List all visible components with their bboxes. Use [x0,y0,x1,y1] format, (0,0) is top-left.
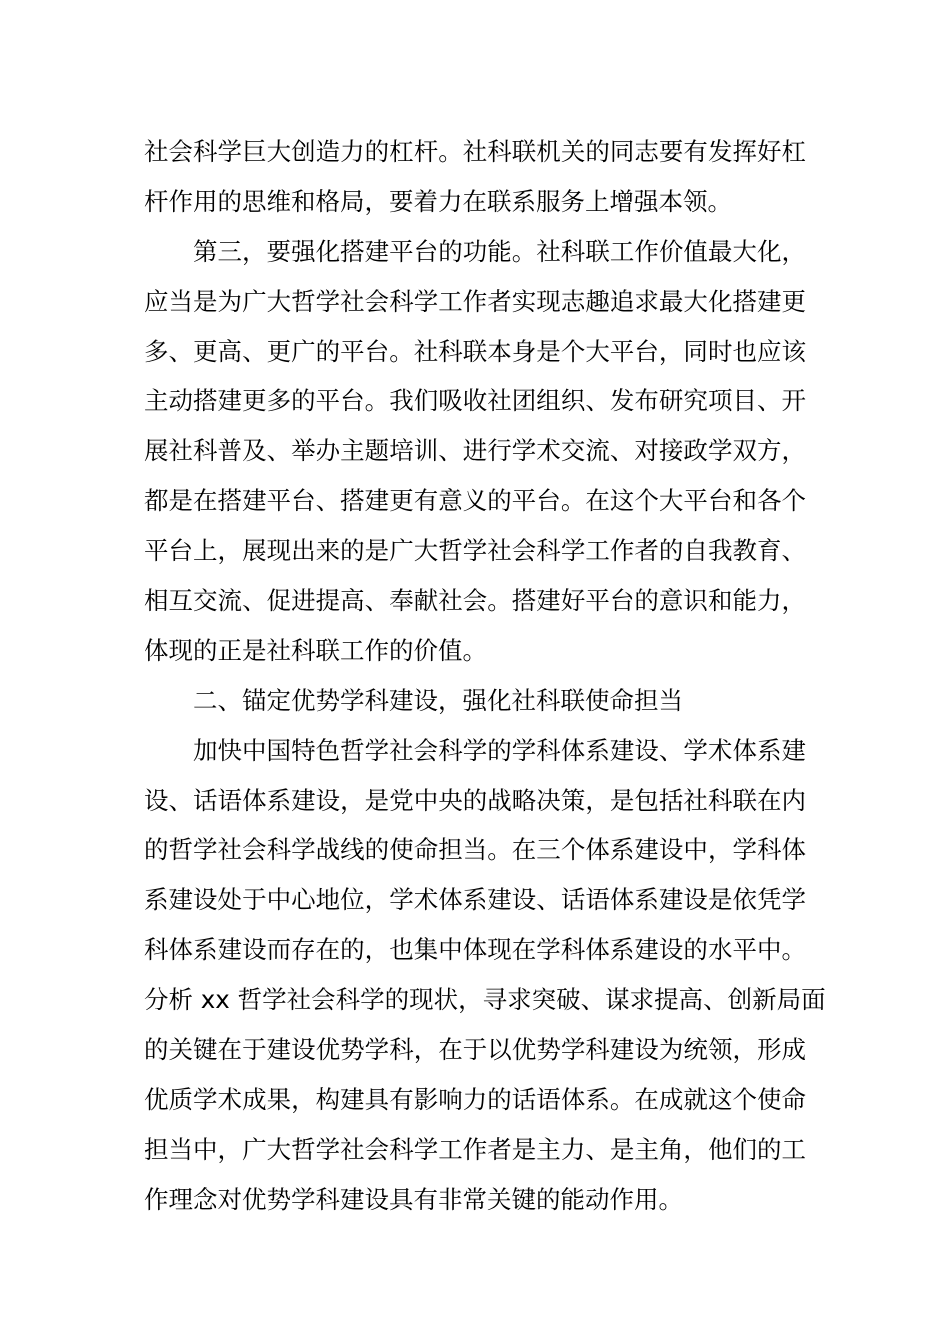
text-line: 设、话语体系建设，是党中央的战略决策，是包括社科联在内 [144,785,806,815]
text-line: 的关键在于建设优势学科，在于以优势学科建设为统领，形成 [144,1035,806,1065]
paragraph-first-line: 加快中国特色哲学社会科学的学科体系建设、学术体系建 [193,735,806,765]
text-line: 多、更高、更广的平台。社科联本身是个大平台，同时也应该 [144,336,806,366]
text-line: 分析 xx 哲学社会科学的现状，寻求突破、谋求提高、创新局面 [144,985,826,1015]
document-body [144,127,826,1225]
text-line: 都是在搭建平台、搭建更有意义的平台。在这个大平台和各个 [144,486,806,516]
text-line: 科体系建设而存在的，也集中体现在学科体系建设的水平中。 [144,935,806,965]
text-line: 社会科学巨大创造力的杠杆。社科联机关的同志要有发挥好杠 [144,137,806,166]
text-line: 展社科普及、举办主题培训、进行学术交流、对接政学双方， [144,436,806,466]
text-line: 体现的正是社科联工作的价值。 [144,635,487,665]
text-line: 平台上，展现出来的是广大哲学社会科学工作者的自我教育、 [144,536,806,566]
text-line: 系建设处于中心地位，学术体系建设、话语体系建设是依凭学 [144,885,806,915]
text-line: 相互交流、促进提高、奉献社会。搭建好平台的意识和能力， [144,586,806,616]
text-line: 作理念对优势学科建设具有非常关键的能动作用。 [144,1184,683,1214]
text-line: 应当是为广大哲学社会科学工作者实现志趣追求最大化搭建更 [144,286,806,316]
text-line: 优质学术成果，构建具有影响力的话语体系。在成就这个使命 [144,1084,806,1114]
text-line: 的哲学社会科学战线的使命担当。在三个体系建设中，学科体 [144,835,806,865]
text-line: 担当中，广大哲学社会科学工作者是主力、是主角，他们的工 [144,1134,806,1164]
paragraph-first-line: 第三，要强化搭建平台的功能。社科联工作价值最大化， [193,236,806,266]
text-line: 主动搭建更多的平台。我们吸收社团组织、发布研究项目、开 [144,386,806,416]
section-heading: 二、锚定优势学科建设，强化社科联使命担当 [193,685,683,715]
text-line: 杆作用的思维和格局，要着力在联系服务上增强本领。 [144,186,732,216]
